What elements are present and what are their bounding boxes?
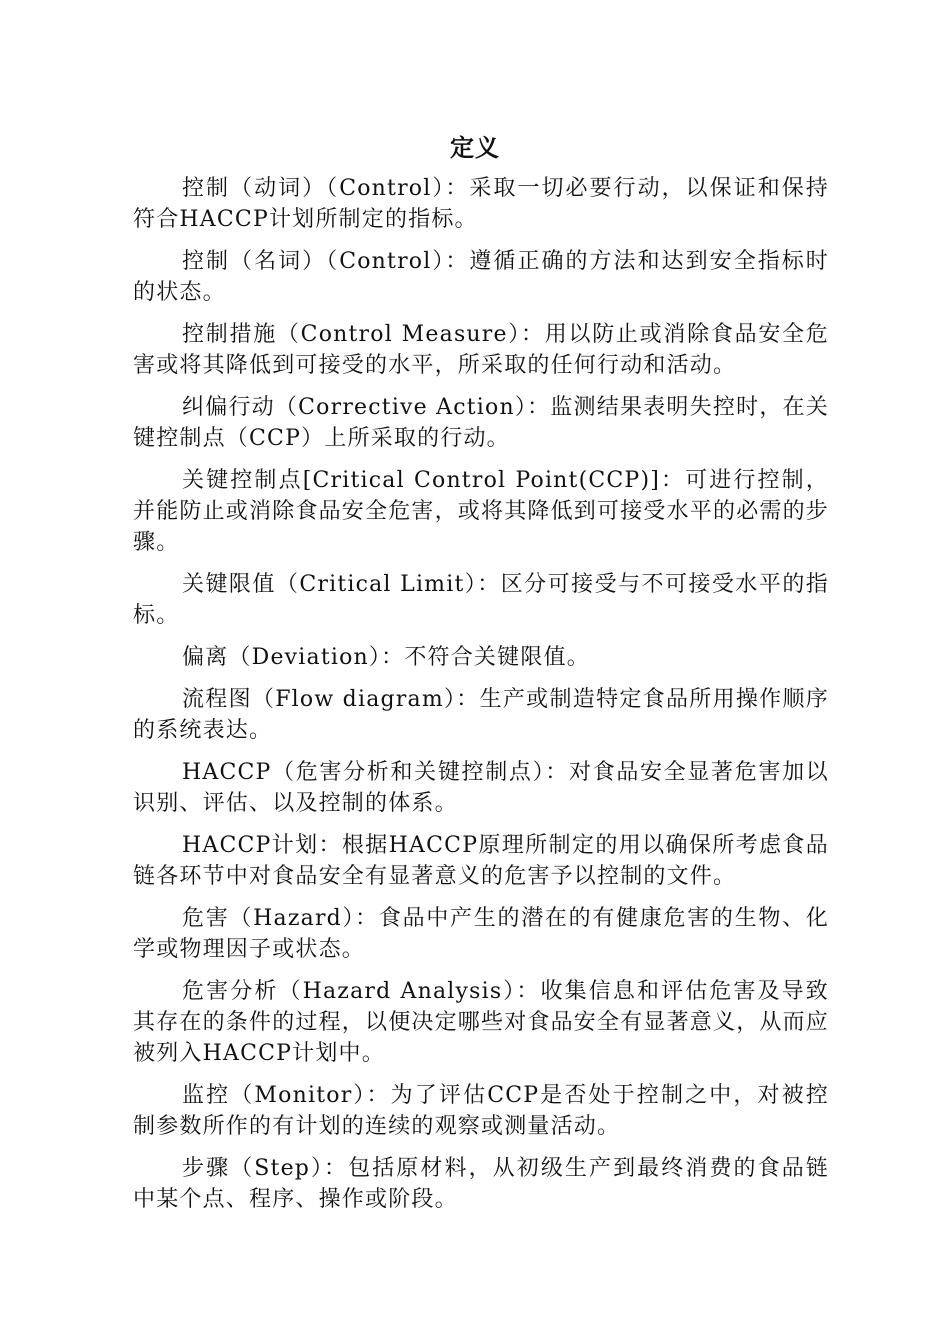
definition-hazard: 危害（Hazard）：食品中产生的潜在的有健康危害的生物、化学或物理因子或状态。	[133, 906, 829, 962]
definition-control-measure: 控制措施（Control Measure）：用以防止或消除食品安全危害或将其降低到可接受的水平，所采取的任何行动和活动。	[133, 322, 829, 378]
definition-haccp-plan: HACCP计划：根据HACCP原理所制定的用以确保所考虑食品链各环节中对食品安全有显著意义的危害予以控制的文件。	[133, 833, 829, 889]
definition-flow-diagram: 流程图（Flow diagram）：生产或制造特定食品所用操作顺序的系统表达。	[133, 687, 829, 743]
document-title: 定义	[450, 133, 500, 162]
definition-corrective-action: 纠偏行动（Corrective Action）：监测结果表明失控时，在关键控制点（CCP）上所采取的行动。	[133, 395, 829, 451]
definition-step: 步骤（Step）：包括原材料，从初级生产到最终消费的食品链中某个点、程序、操作或阶段。	[133, 1156, 829, 1212]
definition-hazard-analysis: 危害分析（Hazard Analysis）：收集信息和评估危害及导致其存在的条件的过程，以便决定哪些对食品安全有显著意义，从而应被列入HACCP计划中。	[133, 979, 830, 1066]
definitions-list	[133, 173, 829, 1226]
definition-control-noun: 控制（名词）（Control）：遵循正确的方法和达到安全指标时的状态。	[133, 249, 829, 305]
definition-haccp: HACCP（危害分析和关键控制点）：对食品安全显著危害加以识别、评估、以及控制的体系。	[133, 760, 829, 816]
definition-critical-limit: 关键限值（Critical Limit）：区分可接受与不可接受水平的指标。	[133, 572, 829, 628]
definition-critical-control-point: 关键控制点[Critical Control Point(CCP)]：可进行控制，并能防止或消除食品安全危害，或将其降低到可接受水平的必需的步骤。	[133, 468, 830, 555]
definition-monitor: 监控（Monitor）：为了评估CCP是否处于控制之中，对被控制参数所作的有计划的连续的观察或测量活动。	[133, 1083, 829, 1139]
definition-control-verb: 控制（动词）（Control）：采取一切必要行动，以保证和保持符合HACCP计划所制定的指标。	[133, 176, 829, 232]
definition-deviation: 偏离（Deviation）：不符合关键限值。	[182, 645, 590, 670]
